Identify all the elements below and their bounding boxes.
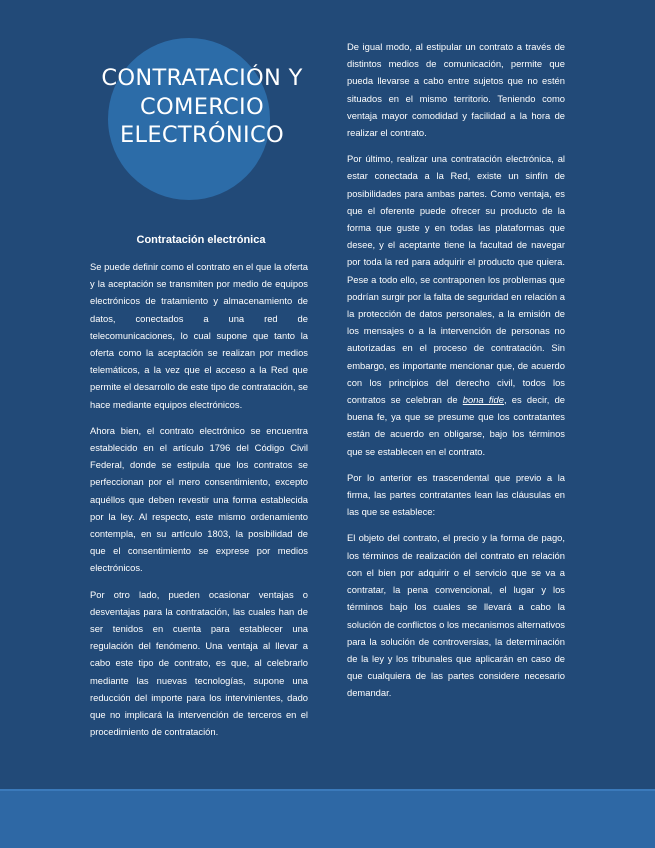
footer-band bbox=[0, 789, 655, 848]
title-line-1: CONTRATACIÓN Y bbox=[101, 65, 303, 91]
title-line-3: ELECTRÓNICO bbox=[120, 122, 284, 148]
paragraph-advantages: Por otro lado, pueden ocasionar ventajas o desventajas para la contratación, las cuales han de ser tenidos en cuenta para establecer una regulación del fenómeno. Una ventaja al llevar a cabo este tipo de contrato, es que, al celebrarlo mediante las nuevas tecnologías, supone una reducción del importe para los intervinientes, dado que no implicará la intervención de terceros en el procedimiento de contratación. bbox=[90, 588, 308, 738]
page-title bbox=[78, 64, 326, 150]
paragraph-communication-means: De igual modo, al estipular un contrato a través de distintos medios de comunicación, permite que pueda llevarse a cabo entre sujetos que no estén situados en el mismo territorio. Teniendo como ventaja mayor comodidad y facilidad a la hora de realizar el contrato. bbox=[347, 41, 565, 139]
paragraph-possibilities-continued: , es decir, de buena fe, ya que se presume que los contratantes están de acuerdo en obligarse, bajo los términos que se establecen en el contrato. bbox=[347, 394, 565, 457]
section-heading: Contratación electrónica bbox=[136, 234, 266, 246]
paragraph-possibilities bbox=[347, 150, 565, 460]
paragraph-legal-basis: Ahora bien, el contrato electrónico se encuentra establecido en el artículo 1796 del Código Civil Federal, donde se estipula que los contratos se perfeccionan por el mero consentimiento, excepto aquéllos que deben revestir una forma establecida por la ley. Al respecto, este mismo ordenamiento contempla, en su artículo 1803, la posibilidad de que el consentimiento se exprese por medios electrónicos. bbox=[90, 424, 308, 574]
paragraph-definition: Se puede definir como el contrato en el que la oferta y la aceptación se transmiten por medio de equipos electrónicos de tratamiento y almacenamiento de datos, conectados a una red de telecomunicaciones, lo cual supone que tanto la oferta como la aceptación se realizan por medios telemáticos, a la vez que el acceso a la Red que permite el desarrollo de este tipo de contratación, se hace mediante equipos electrónicos. bbox=[90, 261, 308, 410]
paragraph-contract-object: El objeto del contrato, el precio y la forma de pago, los términos de realización del contrato en relación con el bien por adquirir o el servicio que se va a contratar, la pena convencional, el lugar y los términos bajo los cuales se llevará a cabo la solución de conflictos o los mecanismos alternativos para la solución de controversias, la determinación de la ley y los tribunales que aplicarán en caso de que cualquiera de las partes considere necesario demandar. bbox=[347, 532, 565, 699]
paragraph-possibilities-text: Por último, realizar una contratación electrónica, al estar conectada a la Red, existe un sinfín de posibilidades para ambas partes. Como ventaja, es que el oferente puede ofrecer su producto de la forma que guste y en todas las plataformas que desee, y el aceptante tiene la facultad de navegar por toda la red para adquirir el producto que quiera. Pese a todo ello, se contraponen los problemas que podrían surgir por la falta de seguridad en relación a la protección de datos personales, a la emisión de los mensajes o a la intervención de personas no autorizadas en el proceso de contratación. Sin embargo, es importante mencionar que, de acuerdo con los principios del derecho civil, todos los contratos se celebran de bbox=[347, 153, 565, 406]
right-text-column bbox=[347, 38, 565, 702]
paragraph-clauses-intro: Por lo anterior es trascendental que previo a la firma, las partes contratantes lean las cláusulas en las que se establece: bbox=[347, 471, 565, 518]
title-line-2: COMERCIO bbox=[139, 93, 265, 120]
bona-fide-term: bona fide bbox=[462, 394, 504, 406]
left-text-column bbox=[90, 258, 308, 740]
